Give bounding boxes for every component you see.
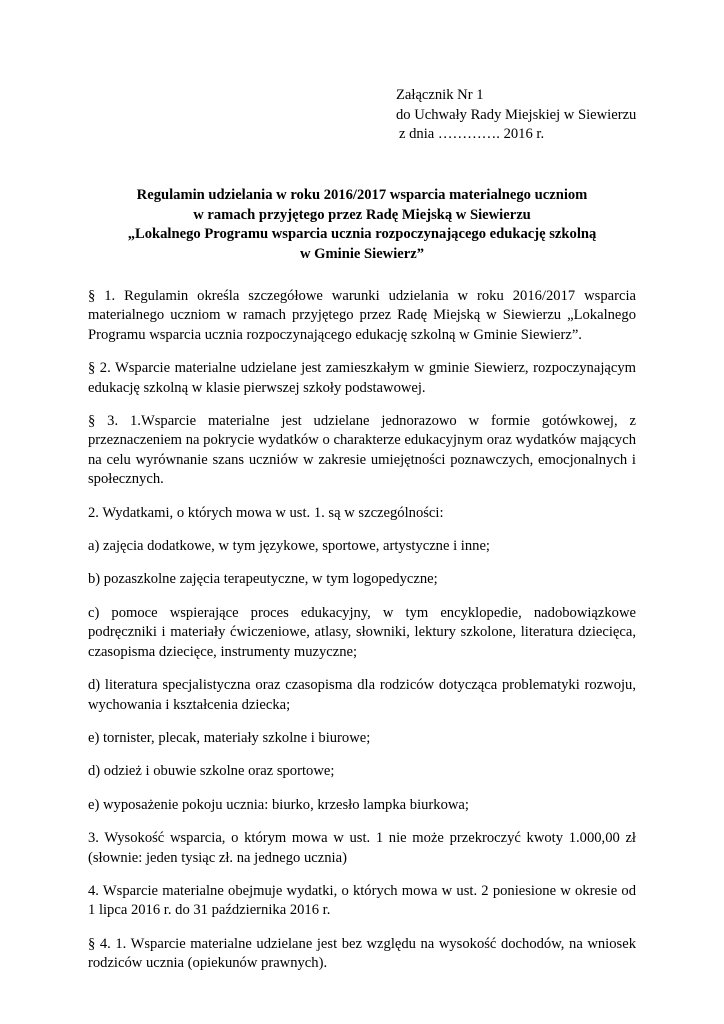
paragraph-2: § 2. Wsparcie materialne udzielane jest zamieszkałym w gminie Siewierz, rozpoczynającym edukację szkolną w klasie pierwszej szkoły podstawowej. <box>88 360 636 396</box>
paragraph-1: § 1. Regulamin określa szczegółowe warunki udzielania w roku 2016/2017 wsparcia materialnego uczniom w ramach przyjętego przez Radę Miejską w Siewierzu „Lokalnego Programu wsparcia ucznia rozpoczynającego edukację szkolną w Gminie Siewierz”. <box>88 288 636 343</box>
title-line-1: Regulamin udzielania w roku 2016/2017 wsparcia materialnego uczniom <box>136 187 588 203</box>
list-item-e2: e) wyposażenie pokoju ucznia: biurko, krzesło lampka biurkowa; <box>88 796 469 813</box>
annex-number: Załącznik Nr 1 <box>396 87 484 103</box>
document-body <box>88 287 636 974</box>
annex-resolution: do Uchwały Rady Miejskiej w Siewierzu <box>396 106 637 123</box>
paragraph-4: 2. Wydatkami, o których mowa w ust. 1. są w szczególności: <box>88 504 444 521</box>
document-title <box>88 186 636 264</box>
title-line-2: w ramach przyjętego przez Radę Miejską w Siewierzu <box>193 206 531 223</box>
list-item-b: b) pozaszkolne zajęcia terapeutyczne, w tym logopedyczne; <box>88 571 438 588</box>
list-item-d2: d) odzież i obuwie szkolne oraz sportowe; <box>88 763 335 780</box>
annex-header <box>396 86 636 145</box>
list-item-e: e) tornister, plecak, materiały szkolne i biurowe; <box>88 729 371 746</box>
paragraph-period: 4. Wsparcie materialne obejmuje wydatki, o których mowa w ust. 2 poniesione w okresie od 1 lipca 2016 r. do 31 października 2016 r. <box>88 882 636 919</box>
list-item-d: d) literatura specjalistyczna oraz czasopisma dla rodziców dotycząca problematyki rozwoju, wychowania i kształcenia dziecka; <box>88 677 636 713</box>
title-line-4: w Gminie Siewierz” <box>299 245 425 262</box>
annex-date: z dnia …………. 2016 r. <box>399 126 545 142</box>
list-item-a: a) zajęcia dodatkowe, w tym językowe, sportowe, artystyczne i inne; <box>88 538 490 555</box>
paragraph-3: § 3. 1.Wsparcie materialne jest udzielane jednorazowo w formie gotówkowej, z przeznaczeniem na pokrycie wydatków o charakterze edukacyjnym oraz wydatków mających na celu wyrównanie szans uczniów w zakresie umiejętności poznawczych, emocjonalnych i społecznych. <box>88 413 636 488</box>
list-item-c: c) pomoce wspierające proces edukacyjny, w tym encyklopedie, nadobowiązkowe podręczniki i materiały ćwiczeniowe, atlasy, słowniki, lektury szkolone, literatura dziecięca, czasopisma dziecięce, instrumenty muzyczne; <box>88 604 636 660</box>
paragraph-amount: 3. Wysokość wsparcia, o którym mowa w ust. 1 nie może przekroczyć kwoty 1.000,00 zł (słownie: jeden tysiąc zł. na jednego ucznia) <box>88 830 636 866</box>
title-line-3: „Lokalnego Programu wsparcia ucznia rozpoczynającego edukację szkolną <box>127 226 597 242</box>
paragraph-4-1: § 4. 1. Wsparcie materialne udzielane jest bez względu na wysokość dochodów, na wniosek rodziców ucznia (opiekunów prawnych). <box>88 935 636 972</box>
